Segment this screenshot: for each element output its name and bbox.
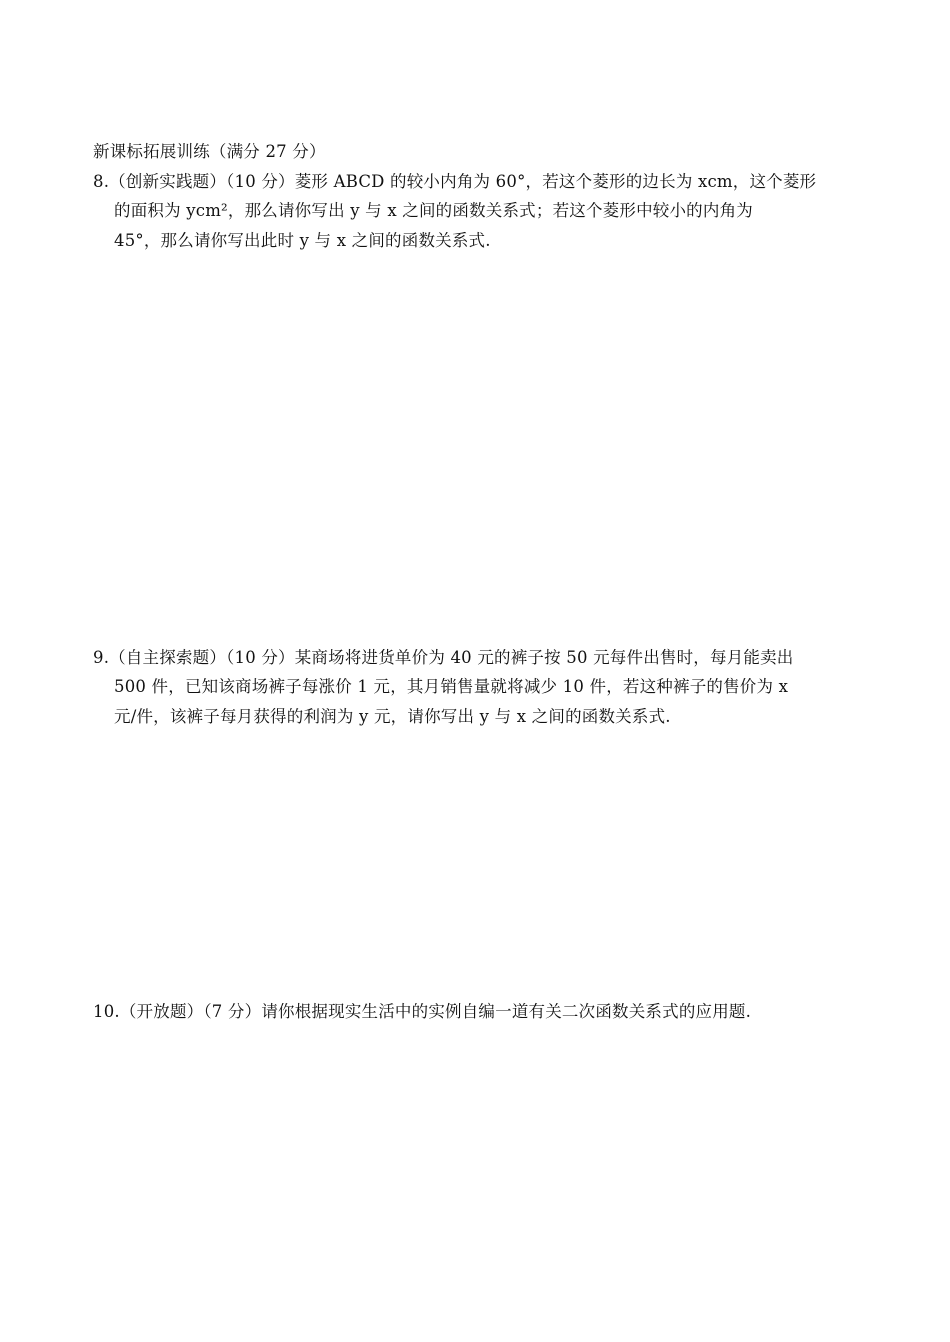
question-9-line-1: 9.（自主探索题）（10 分）某商场将进货单价为 40 元的裤子按 50 元每件出售时，每月能卖出 (93, 648, 794, 667)
question-9-line-2: 500 件，已知该商场裤子每涨价 1 元，其月销售量就将减少 10 件，若这种裤子的售价为 x (114, 677, 789, 696)
section-heading: 新课标拓展训练（满分 27 分） (93, 142, 326, 161)
question-8-line-1: 8.（创新实践题）（10 分）菱形 ABCD 的较小内角为 60°，若这个菱形的边长为 xcm，这个菱形 (93, 172, 817, 191)
question-9-line-3: 元/件，该裤子每月获得的利润为 y 元，请你写出 y 与 x 之间的函数关系式. (114, 707, 671, 726)
question-8-line-2: 的面积为 ycm²，那么请你写出 y 与 x 之间的函数关系式；若这个菱形中较小的内角为 (114, 201, 753, 220)
question-10-line-1: 10.（开放题）（7 分）请你根据现实生活中的实例自编一道有关二次函数关系式的应用题. (93, 1002, 752, 1021)
question-8-line-3: 45°，那么请你写出此时 y 与 x 之间的函数关系式. (114, 231, 491, 250)
